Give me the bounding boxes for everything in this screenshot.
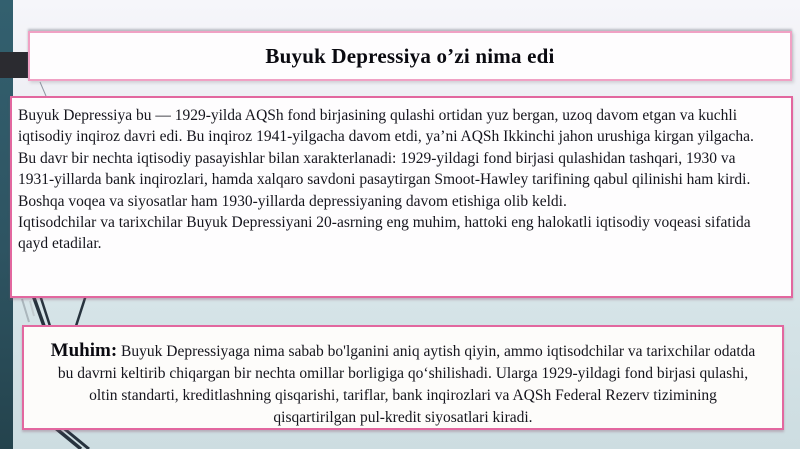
note-text: Buyuk Depressiyaga nima sabab bo'lganini aniq aytish qiyin, ammo iqtisodchilar va tarixchilar odatda bu davrni keltirib chiqargan bir nechta omillar borligiga qo‘shilishadi. Ularga 1929-yildagi fond birjasi qulashi, oltin standarti, kreditlashning qisqarishi, tariflar, bank inqirozlari va AQSh Federal Rezerv tizimining qisqartirilgan pul-kredit siyosatlari kiradi. [57, 343, 756, 426]
body-paragraph-1: Buyuk Depressiya bu — 1929-yilda AQSh fond birjasining qulashi ortidan yuz bergan, uzoq davom etgan va kuchli iqtisodiy inqiroz davri edi. Bu inqiroz 1941-yilgacha davom etdi, ya’ni AQSh Ikkinchi jahon urushiga kirgan yilgacha. [18, 107, 754, 146]
note-paragraph [50, 340, 756, 429]
body-paragraph-2: Bu davr bir nechta iqtisodiy pasayishlar bilan xarakterlanadi: 1929-yildagi fond birjasi qulashidan tashqari, 1930 va 1931-yillarda bank inqirozlari, hamda xalqaro savdoni pasaytirgan Smoot-Hawley tarifining qabul qilinishi ham kirdi. Boshqa voqea va siyosatlar ham 1930-yillarda depressiyaning davom etishiga olib keldi. [18, 149, 751, 210]
body-text-box [10, 96, 793, 298]
body-paragraph-3: Iqtisodchilar va tarixchilar Buyuk Depressiyani 20-asrning eng muhim, hattoki eng halokatli iqtisodiy voqeasi sifatida qayd etadilar. [18, 214, 751, 253]
note-label: Muhim: [50, 340, 118, 361]
page-title: Buyuk Depressiya o’zi nima edi [265, 43, 555, 68]
title-tab-marker [0, 52, 28, 78]
title-box [28, 31, 792, 81]
note-box [22, 325, 784, 430]
